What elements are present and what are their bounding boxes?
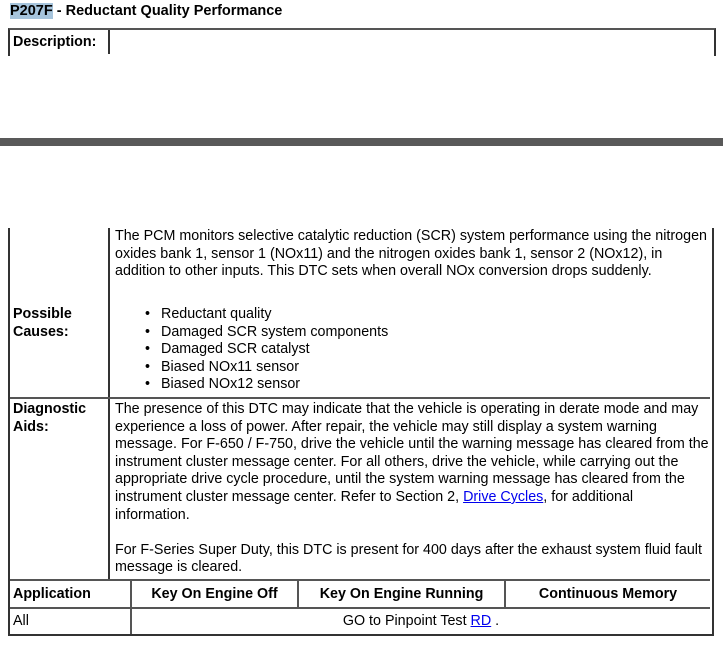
pinpoint-test-rd-link[interactable]: RD <box>470 613 492 629</box>
pinpoint-test-cell <box>132 613 710 629</box>
drive-cycles-link[interactable]: Drive Cycles <box>463 488 544 505</box>
cause-item: • Reductant quality <box>145 306 388 324</box>
section-divider <box>0 138 723 146</box>
header-continuous-memory: Continuous Memory <box>538 586 678 602</box>
dtc-title: - Reductant Quality Performance <box>52 3 283 19</box>
row-divider <box>10 397 710 399</box>
header-koer: Key On Engine Running <box>319 586 484 602</box>
cause-item: • Biased NOx12 sensor <box>145 376 388 394</box>
diagnostic-aids-label: Diagnostic Aids: <box>13 401 87 435</box>
header-application: Application <box>13 586 91 602</box>
cause-item: • Damaged SCR system components <box>145 324 388 342</box>
description-text: The PCM monitors selective catalytic reduction (SCR) system performance using the nitrogen oxides bank 1, sensor 1 (NOx11) and the nitrogen oxides bank 1, sensor 2 (NOx12), in addition to other inputs. This DTC sets when overall NOx conversion drops suddenly. <box>115 228 707 280</box>
aids-text: The presence of this DTC may indicate that the vehicle is operating in derate mode and may experience a loss of power. After repair, the vehicle may still display a system warning message. For F-650 / F-750, drive the vehicle until the warning message has cleared from the instrument cluster message center. For all others, drive the vehicle, while carrying out the appropriate drive cycle procedure, until the system warning message has cleared from the instrument cluster message center. Refer to Section 2, <box>115 401 709 505</box>
cause-item: • Damaged SCR catalyst <box>145 341 388 359</box>
aids-note: For F-Series Super Duty, this DTC is present for 400 days after the exhaust system fluid fault message is cleared. <box>115 541 702 576</box>
column-divider <box>108 30 110 54</box>
diagnostic-aids-text <box>115 401 709 577</box>
header-koeo: Key On Engine Off <box>151 586 278 602</box>
application-value: All <box>13 613 29 629</box>
page-title <box>10 3 282 19</box>
description-label: Description: <box>13 34 97 50</box>
possible-causes-label: Possible Causes: <box>13 306 72 340</box>
cause-item: • Biased NOx11 sensor <box>145 359 388 377</box>
possible-causes-list <box>145 306 388 394</box>
column-divider <box>108 228 110 580</box>
pinpoint-end: . <box>491 613 500 629</box>
aids-text-end: , for additional information. <box>115 488 634 523</box>
description-header-row <box>8 28 716 56</box>
dtc-code: P207F <box>10 3 53 19</box>
pinpoint-text: GO to Pinpoint Test <box>342 613 471 629</box>
row-divider <box>10 607 710 609</box>
